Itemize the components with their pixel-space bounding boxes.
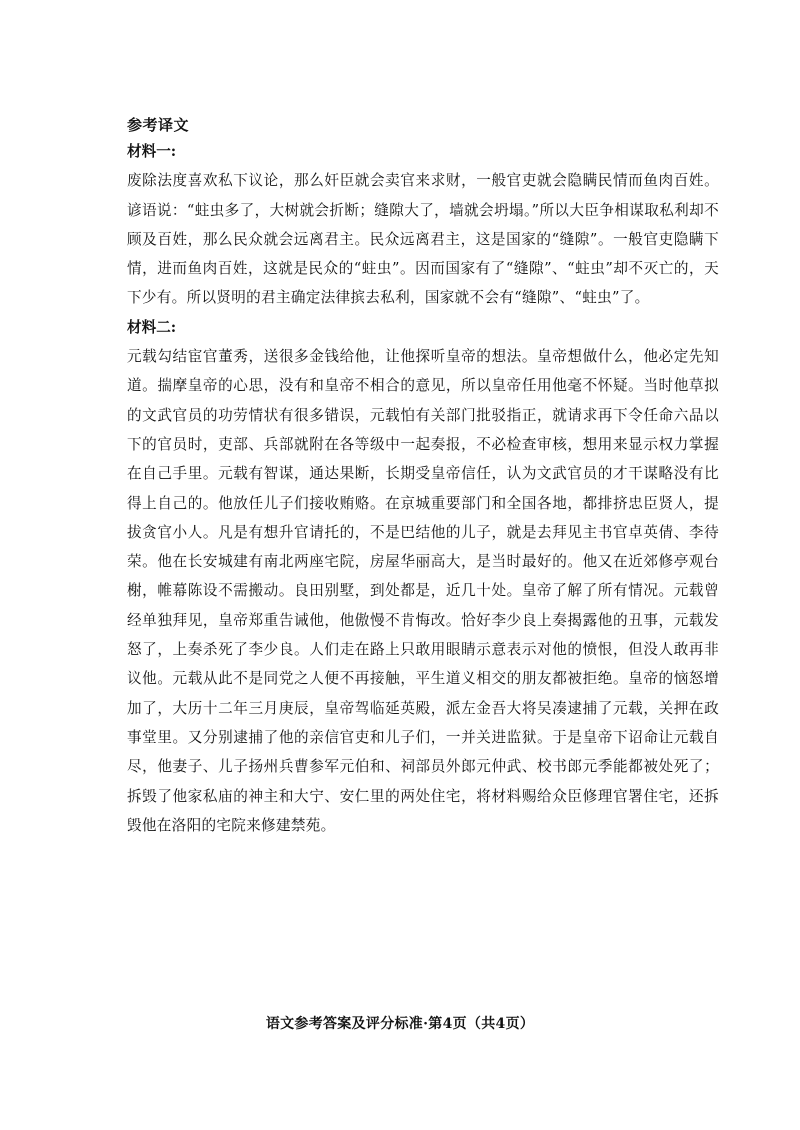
document-title: 参考译文: [127, 116, 190, 134]
section-text-material-two: 元载勾结宦官董秀，送很多金钱给他，让他探听皇帝的想法。皇帝想做什么，他必定先知道。揣摩皇帝的心思，没有和皇帝不相合的意见，所以皇帝任用他毫不怀疑。当时他草拟的文武官员的功劳情状有很多错误，元载怕有关部门批驳指正，就请求再下令任命六品以下的官员时，吏部、兵部就附在各等级中一起奏报，不必检查审核，想用来显示权力掌握在自己手里。元载有智谋，通达果断，长期受皇帝信任，认为文武官员的才干谋略没有比得上自己的。他放任儿子们接收贿赂。在京城重要部门和全国各地，都排挤忠臣贤人，提拔贪官小人。凡是有想升官请托的，不是巴结他的儿子，就是去拜见主书官卓英倩、李待荣。他在长安城建有南北两座宅院，房屋华丽高大，是当时最好的。他又在近郊修亭观台榭，帷幕陈设不需搬动。良田别墅，到处都是，近几十处。皇帝了解了所有情况。元载曾经单独拜见，皇帝郑重告诫他，他傲慢不肯悔改。恰好李少良上奏揭露他的丑事，元载发怒了，上奏杀死了李少良。人们走在路上只敢用眼睛示意表示对他的愤恨，但没人敢再非议他。元载从此不是同党之人便不再接触，平生道义相交的朋友都被拒绝。皇帝的恼怒增加了，大历十二年三月庚辰，皇帝驾临延英殿，派左金吾大将吴凑逮捕了元载，关押在政事堂里。又分别逮捕了他的亲信官吏和儿子们，一并关进监狱。于是皇帝下诏命让元载自尽，他妻子、儿子扬州兵曹参军元伯和、祠部员外郎元仲武、校书郎元季能都被处死了；拆毁了他家私庙的神主和大宁、安仁里的两处住宅，将材料赐给众臣修理官署住宅，还拆毁他在洛阳的宅院来修建禁苑。: [127, 348, 719, 834]
section-label-material-two: 材料二:: [127, 318, 177, 336]
section-text-material-one: 废除法度喜欢私下议论，那么奸臣就会卖官来求财，一般官吏就会隐瞒民情而鱼肉百姓。谚语说：“蛀虫多了，大树就会折断；缝隙大了，墙就会坍塌。”所以大臣争相谋取私利却不顾及百姓，那么民众就会远离君主。民众远离君主，这是国家的“缝隙”。一般官吏隐瞒下情，进而鱼肉百姓，这就是民众的“蛀虫”。因而国家有了“缝隙”、“蛀虫”却不灭亡的，天下少有。所以贤明的君主确定法律摈去私利，国家就不会有“缝隙”、“蛀虫”了。: [127, 172, 719, 307]
document-body: [127, 114, 719, 840]
section-label-material-one: 材料一:: [127, 143, 177, 160]
page-footer: 语文参考答案及评分标准·第4页（共4页）: [265, 1016, 535, 1032]
